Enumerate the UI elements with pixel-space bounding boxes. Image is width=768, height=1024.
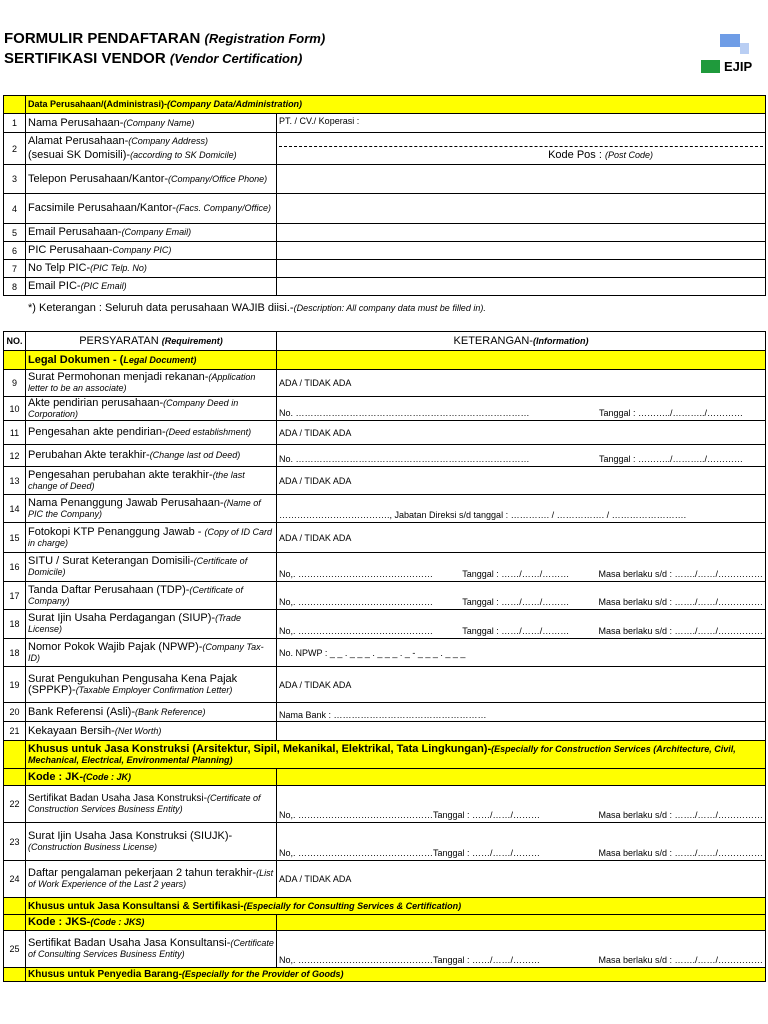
- net-worth-field[interactable]: [277, 722, 766, 741]
- goods-section-header: Khusus untuk Penyedia Barang-(Especially for the Provider of Goods): [4, 968, 766, 982]
- info-cell[interactable]: ADA / TIDAK ADA: [277, 467, 766, 495]
- table-row: 17 Tanda Daftar Perusahaan (TDP)-(Certificate of Company) No,. ……………………………………… Tanggal : ……/……/……… Masa berlaku s/d : ……./……/……………: [4, 582, 766, 610]
- legal-doc-section-header: Legal Dokumen - (Legal Document): [4, 351, 766, 370]
- address-dashed-line: [279, 141, 763, 147]
- info-cell[interactable]: No,. ………………………………………Tanggal : ……/……/……… Masa berlaku s/d : ……./……/……………: [277, 931, 766, 968]
- title-line2-en: (Vendor Certification): [169, 51, 303, 66]
- npwp-field[interactable]: No. NPWP : _ _ . _ _ _ . _ _ _ . _ - _ _ _ . _ _ _: [277, 639, 766, 667]
- logo-green-block: [701, 60, 720, 73]
- info-cell[interactable]: ADA / TIDAK ADA: [277, 667, 766, 703]
- logo-blue-block: [720, 34, 740, 47]
- title-line1-en: (Registration Form): [204, 31, 326, 46]
- company-name-field[interactable]: PT. / CV./ Koperasi :: [277, 114, 766, 133]
- table-row: 12 Perubahan Akte terakhir-(Change last od Deed) No. …………………………………………………………………… Tanggal : ………../………../…………: [4, 445, 766, 467]
- table-row: 18 Nomor Pokok Wajib Pajak (NPWP)-(Company Tax-ID) No. NPWP : _ _ . _ _ _ . _ _ _ . _ - _ _ _ . _ _ _: [4, 639, 766, 667]
- table-row: 11 Pengesahan akte pendirian-(Deed establishment) ADA / TIDAK ADA: [4, 421, 766, 445]
- requirements-header-row: [4, 332, 766, 351]
- info-cell[interactable]: ADA / TIDAK ADA: [277, 421, 766, 445]
- pic-email-field[interactable]: [277, 278, 766, 296]
- table-row: 23 Surat Ijin Usaha Jasa Konstruksi (SIUJK)-(Construction Business License) No,. ………………………………………Tanggal : ……/……/……… Masa berlaku s/d : ……./……/……………: [4, 823, 766, 861]
- table-row: 16 SITU / Surat Keterangan Domisili-(Certificate of Domicile) No,. ……………………………………… Tanggal : ……/……/……… Masa berlaku s/d : ……./……/……………: [4, 553, 766, 582]
- col-info-header: KETERANGAN-(Information): [277, 332, 766, 351]
- info-cell[interactable]: No. …………………………………………………………………… Tanggal : ………../………../…………: [277, 445, 766, 467]
- company-address-field[interactable]: Kode Pos : (Post Code): [277, 133, 766, 165]
- info-cell[interactable]: ADA / TIDAK ADA: [277, 523, 766, 553]
- table-row: 15 Fotokopi KTP Penanggung Jawab - (Copy of ID Card in charge) ADA / TIDAK ADA: [4, 523, 766, 553]
- company-section-title-en: (Company Data/Administration): [167, 99, 303, 109]
- table-row: 5 Email Perusahaan-(Company Email): [4, 224, 766, 242]
- table-row: 14 Nama Penanggung Jawab Perusahaan-(Name of PIC the Company) ………………………………., Jabatan Direksi s/d tanggal : …………. / ……………. / …………………….: [4, 495, 766, 523]
- table-row: 21 Kekayaan Bersih-(Net Worth): [4, 722, 766, 741]
- consulting-section-header: Khusus untuk Jasa Konsultansi & Sertifikasi-(Especially for Consulting Services & Certification): [4, 898, 766, 915]
- title-line2: SERTIFIKASI VENDOR: [4, 50, 166, 67]
- table-row: 4 Facsimile Perusahaan/Kantor-(Facs. Company/Office): [4, 194, 766, 224]
- table-row: 10 Akte pendirian perusahaan-(Company Deed in Corporation) No. …………………………………………………………………… Tanggal : ………../………../…………: [4, 397, 766, 421]
- pic-phone-field[interactable]: [277, 260, 766, 278]
- col-requirement-header: PERSYARATAN (Requirement): [26, 332, 277, 351]
- bank-name-field[interactable]: Nama Bank : ……………………………………………: [277, 703, 766, 722]
- construction-code-row: Kode : JK-(Code : JK): [4, 769, 766, 786]
- info-cell[interactable]: No,. ………………………………………Tanggal : ……/……/……… Masa berlaku s/d : ……./……/……………: [277, 823, 766, 861]
- table-row: 20 Bank Referensi (Asli)-(Bank Reference) Nama Bank : ……………………………………………: [4, 703, 766, 722]
- construction-section-header: Khusus untuk Jasa Konstruksi (Arsitektur, Sipil, Mekanikal, Elektrikal, Tata Lingkungan)-(Especially for Construction Services (Architecture, Civil, Mechanical, Electrical, Environmental Planning): [4, 741, 766, 769]
- info-cell[interactable]: No,. ……………………………………… Tanggal : ……/……/……… Masa berlaku s/d : ……./……/……………: [277, 610, 766, 639]
- info-cell[interactable]: No,. ………………………………………Tanggal : ……/……/……… Masa berlaku s/d : ……./……/……………: [277, 786, 766, 823]
- title-line1: FORMULIR PENDAFTARAN: [4, 30, 201, 47]
- table-row: 2 Alamat Perusahaan-(Company Address) (sesuai SK Domisili)-(according to SK Domicile) Kode Pos : (Post Code): [4, 133, 766, 165]
- info-cell[interactable]: ………………………………., Jabatan Direksi s/d tanggal : …………. / ……………. / …………………….: [277, 495, 766, 523]
- logo-lightblue-block: [740, 43, 749, 54]
- info-cell[interactable]: No,. ……………………………………… Tanggal : ……/……/……… Masa berlaku s/d : ……./……/……………: [277, 582, 766, 610]
- company-data-table: [3, 95, 766, 296]
- company-data-note: *) Keterangan : Seluruh data perusahaan WAJIB diisi.-(Description: All company data must be filled in).: [28, 302, 486, 314]
- company-fax-field[interactable]: [277, 194, 766, 224]
- post-code-label: Kode Pos :: [548, 149, 602, 161]
- table-row: 7 No Telp PIC-(PIC Telp. No): [4, 260, 766, 278]
- table-row: 25 Sertifikat Badan Usaha Jasa Konsultansi-(Certificate of Consulting Services Business Entity) No,. ………………………………………Tanggal : ……/……/……… Masa berlaku s/d : ……./……/……………: [4, 931, 766, 968]
- company-email-field[interactable]: [277, 224, 766, 242]
- form-title: [4, 29, 325, 69]
- table-row: 3 Telepon Perusahaan/Kantor-(Company/Office Phone): [4, 165, 766, 194]
- table-row: 19 Surat Pengukuhan Pengusaha Kena Pajak (SPPKP)-(Taxable Employer Confirmation Letter) ADA / TIDAK ADA: [4, 667, 766, 703]
- logo-text: EJIP: [724, 59, 753, 74]
- col-no-header: NO.: [4, 332, 26, 351]
- company-section-title: Data Perusahaan/(Administrasi)-: [28, 99, 168, 109]
- consulting-code-row: Kode : JKS-(Code : JKS): [4, 915, 766, 931]
- ejip-logo: [700, 32, 764, 76]
- table-row: 8 Email PIC-(PIC Email): [4, 278, 766, 296]
- table-row: 24 Daftar pengalaman pekerjaan 2 tahun terakhir-(List of Work Experience of the Last 2 years) ADA / TIDAK ADA: [4, 861, 766, 898]
- table-row: 9 Surat Permohonan menjadi rekanan-(Application letter to be an associate) ADA / TIDAK ADA: [4, 370, 766, 397]
- table-row: 1 Nama Perusahaan-(Company Name) PT. / CV./ Koperasi :: [4, 114, 766, 133]
- table-row: 6 PIC Perusahaan-Company PIC): [4, 242, 766, 260]
- info-cell[interactable]: ADA / TIDAK ADA: [277, 370, 766, 397]
- table-row: 18 Surat Ijin Usaha Perdagangan (SIUP)-(Trade License) No,. ……………………………………… Tanggal : ……/……/……… Masa berlaku s/d : ……./……/……………: [4, 610, 766, 639]
- company-phone-field[interactable]: [277, 165, 766, 194]
- company-section-header: [4, 96, 766, 114]
- table-row: 13 Pengesahan perubahan akte terakhir-(the last change of Deed) ADA / TIDAK ADA: [4, 467, 766, 495]
- info-cell[interactable]: ADA / TIDAK ADA: [277, 861, 766, 898]
- table-row: 22 Sertifikat Badan Usaha Jasa Konstruksi-(Certificate of Construction Services Business Entity) No,. ………………………………………Tanggal : ……/……/……… Masa berlaku s/d : ……./……/……………: [4, 786, 766, 823]
- info-cell[interactable]: No. …………………………………………………………………… Tanggal : ………../………../…………: [277, 397, 766, 421]
- info-cell[interactable]: No,. ……………………………………… Tanggal : ……/……/……… Masa berlaku s/d : ……./……/……………: [277, 553, 766, 582]
- requirements-table: [3, 331, 766, 982]
- company-pic-field[interactable]: [277, 242, 766, 260]
